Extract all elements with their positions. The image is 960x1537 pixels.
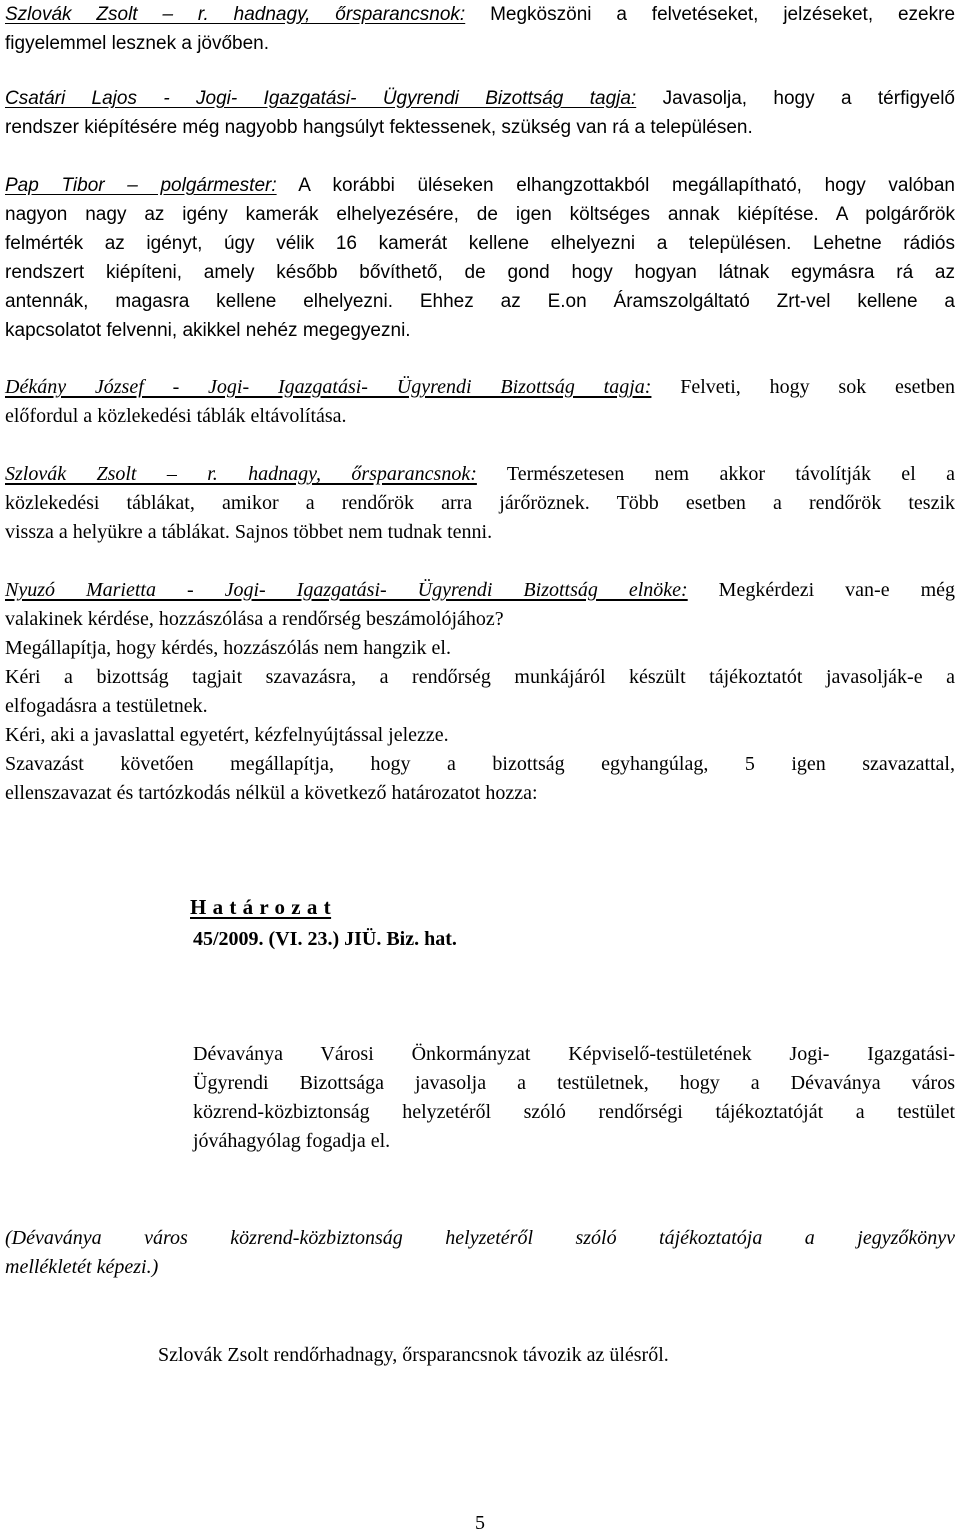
- speaker-label: Szlovák Zsolt – r. hadnagy, őrsparancsnok:: [5, 4, 466, 25]
- paragraph-dekany: [5, 373, 955, 431]
- paragraph-line: valakinek kérdése, hozzászólása a rendőrség beszámolójához?: [5, 608, 504, 630]
- paragraph-line: Felveti, hogy sok esetben: [651, 376, 955, 398]
- speaker-label: Dékány József - Jogi- Igazgatási- Ügyrendi Bizottság tagja:: [5, 376, 652, 398]
- attachment-note: [5, 1224, 955, 1282]
- paragraph-line: nagyon nagy az igény kamerák elhelyezésére, de igen költséges annak kiépítése. A polgárőrök: [5, 204, 955, 225]
- departure-statement: Szlovák Zsolt rendőrhadnagy, őrsparancsnok távozik az ülésről.: [158, 1344, 669, 1366]
- paragraph-line: Megköszöni a felvetéseket, jelzéseket, ezekre: [465, 4, 956, 25]
- paragraph-line: előfordul a közlekedési táblák eltávolítása.: [5, 405, 347, 427]
- resolution-number: 45/2009. (VI. 23.) JIÜ. Biz. hat.: [193, 928, 457, 950]
- paragraph-line: Javasolja, hogy a térfigyelő: [636, 88, 955, 109]
- note-line: mellékletét képezi.): [5, 1256, 159, 1278]
- paragraph-csatari: [5, 84, 955, 142]
- resolution-text: [193, 1040, 955, 1156]
- paragraph-line: Szavazást követően megállapítja, hogy a bizottság egyhangúlag, 5 igen szavazattal,: [5, 753, 955, 775]
- paragraph-line: rendszer kiépítésére még nagyobb hangsúlyt fektessenek, szükség van rá a településen.: [5, 117, 753, 138]
- paragraph-line: figyelemmel lesznek a jövőben.: [5, 33, 270, 54]
- resolution-line: közrend-közbiztonság helyzetéről szóló rendőrségi tájékoztatóját a testület: [193, 1101, 955, 1123]
- paragraph-line: vissza a helyükre a táblákat. Sajnos többet nem tudnak tenni.: [5, 521, 493, 543]
- paragraph-line: A korábbi üléseken elhangzottakból megállapítható, hogy valóban: [276, 175, 955, 196]
- paragraph-szlovak-1: [5, 0, 955, 58]
- paragraph-nyuzo: [5, 576, 955, 808]
- paragraph-line: Természetesen nem akkor távolítják el a: [476, 463, 955, 485]
- paragraph-line: felmérték az igényt, úgy vélik 16 kamerát kellene elhelyezni a településen. Lehetne rádiós: [5, 233, 955, 254]
- paragraph-line: közlekedési táblákat, amikor a rendőrök arra járőröznek. Több esetben a rendőrök teszik: [5, 492, 955, 514]
- paragraph-line: Megállapítja, hogy kérdés, hozzászólás nem hangzik el.: [5, 637, 451, 659]
- paragraph-szlovak-2: [5, 460, 955, 547]
- paragraph-line: elfogadásra a testületnek.: [5, 695, 208, 717]
- paragraph-line: rendszert kiépíteni, amely később bővíthető, de gond hogy hogyan látnak egymásra rá az: [5, 262, 955, 283]
- paragraph-line: Kéri, aki a javaslattal egyetért, kézfelnyújtással jelezze.: [5, 724, 449, 746]
- resolution-line: jóváhagyólag fogadja el.: [193, 1130, 391, 1152]
- speaker-label: Csatári Lajos - Jogi- Igazgatási- Ügyrendi Bizottság tagja:: [5, 88, 637, 109]
- page-number: 5: [475, 1512, 485, 1534]
- note-line: (Dévaványa város közrend-közbiztonság helyzetéről szóló tájékoztatója a jegyzőkönyv: [5, 1227, 955, 1249]
- paragraph-line: antennák, magasra kellene elhelyezni. Ehhez az E.on Áramszolgáltató Zrt-vel kellene a: [5, 291, 955, 312]
- paragraph-line: Kéri a bizottság tagjait szavazásra, a rendőrség munkájáról készült tájékoztatót javasolják-e a: [5, 666, 955, 688]
- paragraph-line: kapcsolatot felvenni, akikkel nehéz megegyezni.: [5, 320, 411, 341]
- resolution-title: H a t á r o z a t: [190, 895, 332, 919]
- speaker-label: Pap Tibor – polgármester:: [5, 175, 277, 196]
- speaker-label: Szlovák Zsolt – r. hadnagy, őrsparancsnok:: [5, 463, 477, 485]
- paragraph-line: Megkérdezi van-e még: [687, 579, 955, 601]
- resolution-line: Dévaványa Városi Önkormányzat Képviselő-testületének Jogi- Igazgatási-: [193, 1043, 955, 1065]
- paragraph-line: ellenszavazat és tartózkodás nélkül a következő határozatot hozza:: [5, 782, 538, 804]
- speaker-label: Nyuzó Marietta - Jogi- Igazgatási- Ügyrendi Bizottság elnöke:: [5, 579, 688, 601]
- resolution-line: Ügyrendi Bizottsága javasolja a testületnek, hogy a Dévaványa város: [193, 1072, 955, 1094]
- paragraph-pap-tibor: [5, 171, 955, 345]
